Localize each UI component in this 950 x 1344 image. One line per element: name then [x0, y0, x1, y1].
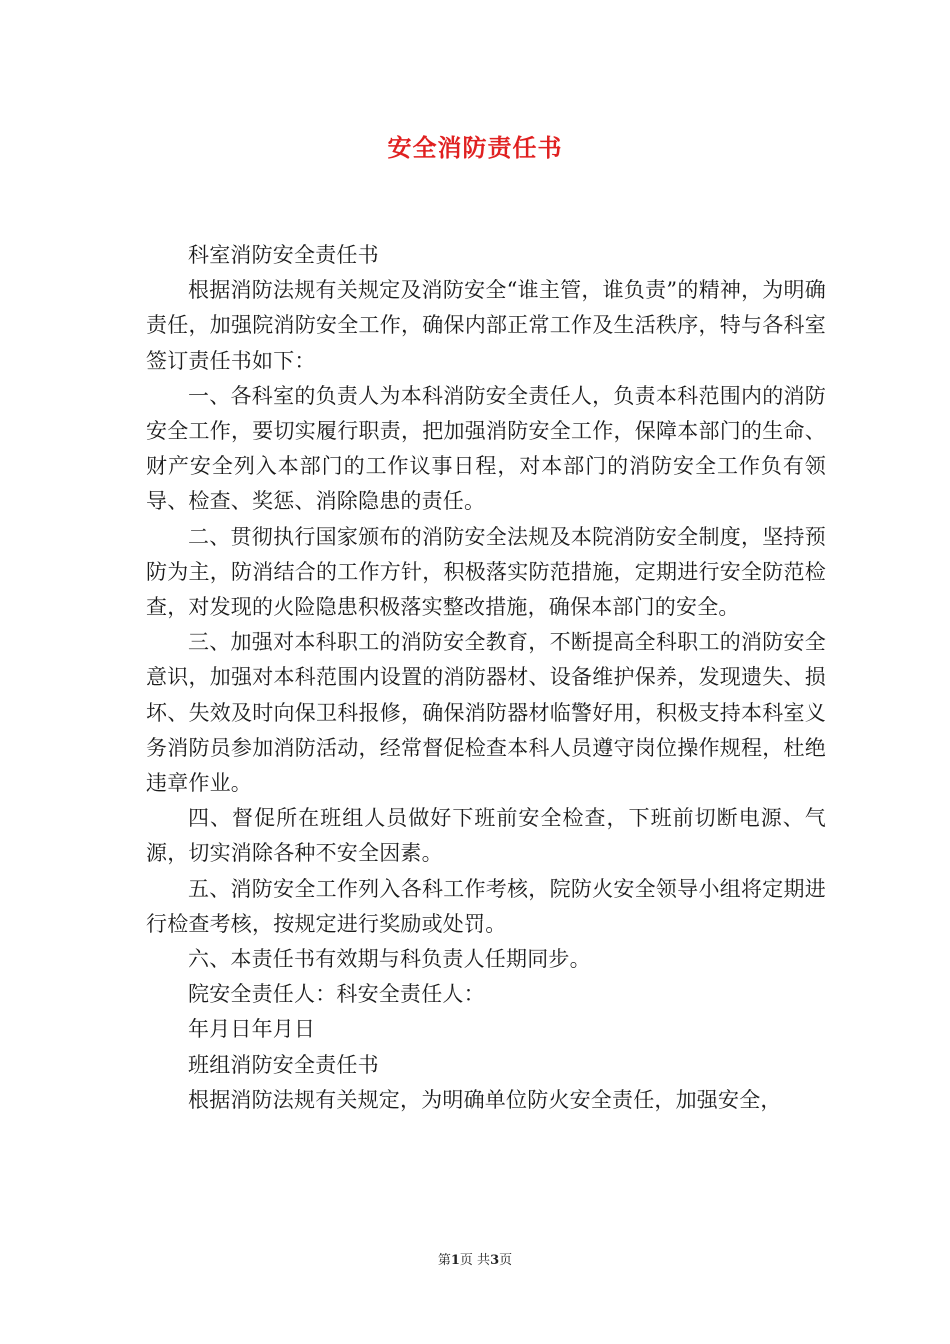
body-paragraph: 三、加强对本科职工的消防安全教育，不断提高全科职工的消防安全意识，加强对本科范围内设置的消防器材、设备维护保养，发现遗失、损坏、失效及时向保卫科报修，确保消防器材临警好用，积极支持本科室义务消防员参加消防活动，经常督促检查本科人员遵守岗位操作规程，杜绝违章作业。 [146, 630, 826, 796]
body-paragraph: 根据消防法规有关规定及消防安全“谁主管，谁负责”的精神，为明确责任，加强院消防安全工作，确保内部正常工作及生活秩序，特与各科室签订责任书如下： [146, 278, 826, 373]
footer-text: 第 [437, 1253, 451, 1268]
document-title: 安全消防责任书 [387, 133, 563, 162]
signature-line: 院安全责任人：科安全责任人： [188, 982, 485, 1007]
page-footer [0, 1249, 950, 1268]
body-paragraph: 六、本责任书有效期与科负责人任期同步。 [188, 947, 591, 972]
body-paragraph: 一、各科室的负责人为本科消防安全责任人，负责本科范围内的消防安全工作，要切实履行职责，把加强消防安全工作，保障本部门的生命、财产安全列入本部门的工作议事日程，对本部门的消防安全工作负有领导、检查、奖惩、消除隐患的责任。 [146, 383, 826, 514]
footer-text: 页 [499, 1253, 513, 1268]
section-heading: 科室消防安全责任书 [188, 243, 379, 267]
body-paragraph: 五、消防安全工作列入各科工作考核，院防火安全领导小组将定期进行检查考核，按规定进行奖励或处罚。 [146, 876, 826, 936]
footer-text: 页 共 [459, 1253, 491, 1268]
current-page-number: 1 [450, 1253, 460, 1268]
document-body [146, 238, 826, 1118]
body-paragraph: 四、督促所在班组人员做好下班前安全检查，下班前切断电源、气源，切实消除各种不安全因素。 [146, 806, 826, 866]
body-paragraph: 二、贯彻执行国家颁布的消防安全法规及本院消防安全制度，坚持预防为主，防消结合的工作方针，积极落实防范措施，定期进行安全防范检查，对发现的火险隐患积极落实整改措施，确保本部门的安全。 [146, 524, 826, 620]
date-line: 年月日年月日 [188, 1017, 316, 1042]
section-heading: 班组消防安全责任书 [188, 1052, 379, 1077]
body-paragraph: 根据消防法规有关规定，为明确单位防火安全责任，加强安全， [188, 1087, 782, 1112]
total-pages-number: 3 [490, 1253, 500, 1268]
